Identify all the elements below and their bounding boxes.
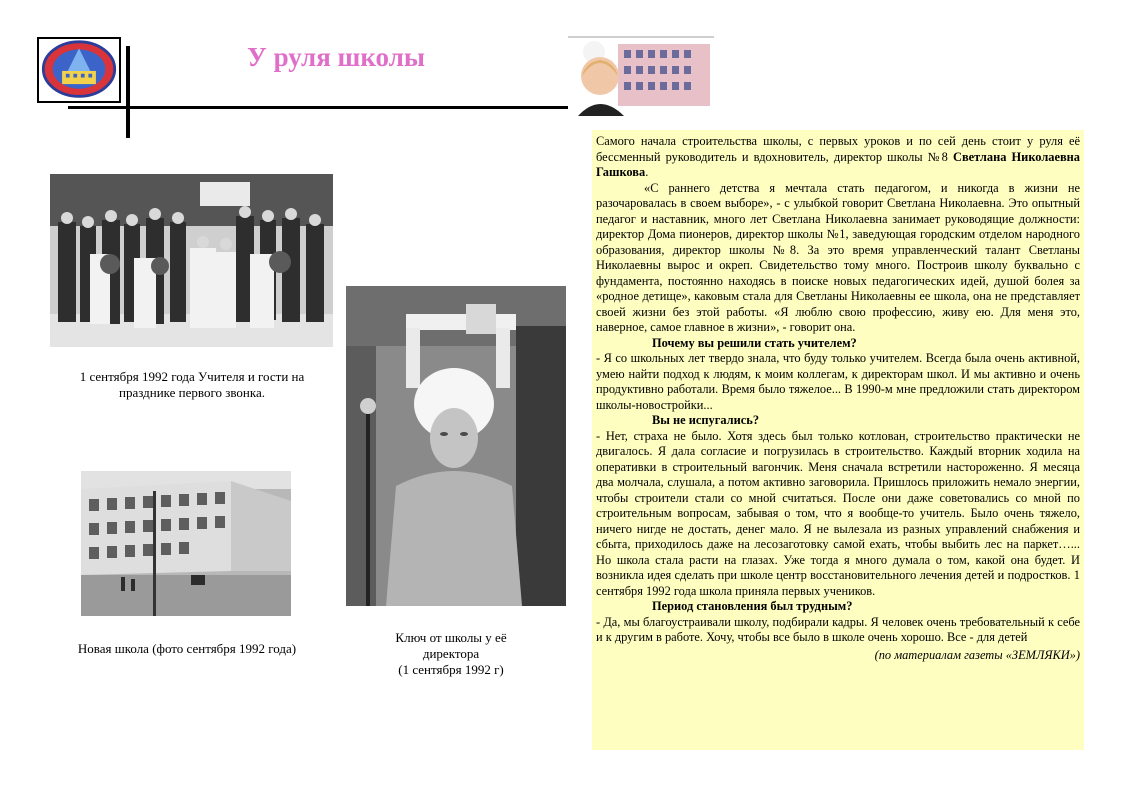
school-building-caption: Новая школа (фото сентября 1992 года) <box>77 641 297 656</box>
article-intro <box>596 134 1080 181</box>
intro-end: . <box>645 165 649 179</box>
school-emblem-icon <box>39 39 119 101</box>
intro-text: Самого начала строительства школы, с первых уроков и по сей день стоит у руля её бессменный руководитель и вдохновитель, директор школы №8 <box>596 134 1080 164</box>
question-heading: Почему вы решили стать учителем? <box>652 335 857 350</box>
school-building-photo <box>81 471 291 616</box>
director-photo-caption <box>368 630 534 678</box>
article-paragraph: «С раннего детства я мечтала стать педагогом, и никогда в жизни не разочаровалась в своем выборе», - с улыбкой говорит Светлана Николаевна. Это опытный педагог и наставник, много лет Светлана Николаевна занимает руководящие должности: директор Дома пионеров, директор школы №1, заведующая городским отделом народного образования, директор школы №8. За это время управленческий талант Светланы Николаевны вырос и окреп. Свидетельство тому много. Построив школу буквально с фундамента, постоянно находясь в поиске новых педагогических идей, душой болея за «родное детище», каковым стала для Светланы Николаевны ее школа, она не представляет своей жизни без этой работы. «Я люблю свою профессию, живу ею. Для меня это, наверное, самое главное в жизни», - говорит она. <box>596 180 1080 334</box>
answer-paragraph: - Я со школьных лет твердо знала, что буду только учителем. Всегда была очень активной, умею найти подход к людям, к моим коллегам, к директорам школ. И мы активно и очень продуктивно работали. Время было тяжелое... В 1990-м мне предложили стать директором школы-новостройки... <box>596 351 1080 412</box>
header-horizontal-rule <box>68 106 598 109</box>
director-name: Светлана Николаевна Гашкова <box>596 149 1080 179</box>
article-source: (по материалам газеты «ЗЕМЛЯКИ») <box>874 647 1080 662</box>
school-logo <box>37 37 121 103</box>
question-heading: Период становления был трудным? <box>652 599 853 613</box>
teachers-photo-caption: 1 сентября 1992 года Учителя и гости на празднике первого звонка. <box>79 369 305 400</box>
header-girl-school-photo <box>568 36 714 116</box>
director-caption-line2: директора <box>422 646 480 661</box>
answer-paragraph: - Нет, страха не было. Хотя здесь был только котлован, строительство практически не двигалось. Я дала согласие и погрузилась в строительство. Каждый вторник ходила на оперативки в строительный вагончик. Меня сначала встретили настороженно. Я месяца два молчала, слушала, а потом активно заговорила. Пришлось приложить немало энергии, чтобы строители стали со мной считаться. После они даже советовались со мной по строительным вопросам, забывая о том, что я вообще-то учитель. Было очень тяжело, ничего нигде не достать, денег мало. Я не вылезала из разных управлений снабжения и сбыта, приходилось даже на лесозаготовку самой ехать, чтобы выбить лес на паркет…... Но школа стала расти на глазах. Уже тогда я много думала о том, какой она будет. И возникла идея сделать при школе центр восстановительного лечения детей и подростков. 1 сентября 1992 года школа приняла первых учеников. <box>596 428 1080 598</box>
page-title: У руля школы <box>247 42 425 72</box>
article-panel <box>592 130 1084 750</box>
header-vertical-rule <box>126 46 130 138</box>
teachers-photo <box>50 174 333 347</box>
answer-paragraph: - Да, мы благоустраивали школу, подбирали кадры. Я человек очень требовательный к себе и к другим в работе. Хочу, чтобы все было в школе очень хорошо. Все - для детей <box>596 614 1080 644</box>
director-caption-line3: (1 сентября 1992 г) <box>398 662 504 677</box>
question-heading: Вы не испугались? <box>652 413 760 427</box>
director-with-key-photo <box>346 286 566 606</box>
director-caption-line1: Ключ от школы у её <box>395 630 507 645</box>
